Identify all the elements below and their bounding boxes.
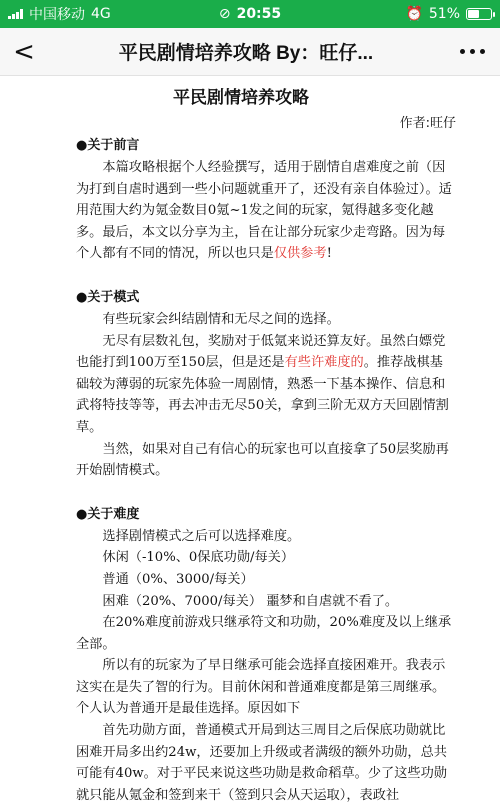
status-center: [219, 6, 281, 22]
status-bar: [0, 0, 500, 28]
document-title: 平民剧情培养攻略: [173, 88, 309, 108]
paragraph-text: 。推荐战棋基础较为薄弱的玩家先体验一周剧情，熟悉一下基本操作、信息和武将特技等等，再去冲击无尽50关，拿到三阶无双方天回剧情割草。: [76, 355, 449, 435]
paragraph: 所以有的玩家为了早日继承可能会选择直接困难开。我表示这实在是失了智的行为。目前休闲和普通难度都是第三周继承。个人认为普通开是最佳选择。原因如下: [76, 658, 446, 717]
carrier-label: 中国移动: [29, 7, 85, 23]
paragraph-text: !: [326, 246, 332, 262]
paragraph: [76, 331, 456, 439]
paragraph: 当然，如果对自己有信心的玩家也可以直接拿了50层奖励再开始剧情模式。: [76, 441, 449, 479]
battery-icon: [466, 8, 492, 20]
highlight-text: 有些许难度的: [284, 355, 364, 371]
more-button[interactable]: [444, 28, 500, 76]
paragraph: 选择剧情模式之后可以选择难度。: [102, 528, 301, 544]
paragraph: 首先功勋方面，普通模式开局到达三周目之后保底功勋就比困难开局多出约24w，还要加上升级或者满级的额外功勋，总共可能有40w。对于平民来说这些功勋是救命稻草。少了这些功勋就只能从氪金和签到来干（签到只会从天运取），表政社: [76, 723, 447, 803]
difficulty-item: 普通（0%、3000/每关）: [102, 571, 254, 587]
author-line: 作者:旺仔: [399, 116, 456, 131]
section-heading: ●关于模式: [76, 289, 140, 305]
status-time: 20:55: [236, 6, 282, 22]
paragraph: [76, 157, 456, 265]
signal-icon: [8, 9, 23, 19]
battery-percent: 51%: [428, 6, 460, 22]
paragraph: 有些玩家会纠结剧情和无尽之间的选择。: [102, 311, 340, 327]
chevron-left-icon: <: [13, 36, 35, 67]
nav-title: 平民剧情培养攻略 By：旺仔...: [118, 43, 374, 64]
paragraph-text: 无尽有层数礼包，奖励对于低氪来说还算友好。虽然白嫖党也能打到100万至150层，但是还是: [76, 333, 446, 371]
article-content: [0, 77, 500, 803]
difficulty-item: 困难（20%、7000/每关） 噩梦和自虐就不看了。: [102, 593, 399, 609]
highlight-text: 仅供参考: [273, 246, 327, 262]
section-preface: [76, 135, 456, 265]
section-heading: ●关于难度: [76, 506, 140, 522]
alarm-icon: ⏰: [405, 6, 423, 22]
status-right: [405, 6, 492, 22]
nav-bar: [0, 28, 500, 76]
link-icon: ⊘: [218, 6, 231, 22]
difficulty-item: 休闲（-10%、0保底功勋/每关）: [102, 550, 295, 566]
paragraph: 在20%难度前游戏只继承符文和功勋，20%难度及以上继承全部。: [76, 615, 452, 652]
status-left: [8, 4, 111, 24]
back-button[interactable]: [0, 28, 48, 76]
network-label: 4G: [91, 6, 111, 22]
section-difficulty: [76, 504, 456, 806]
section-mode: [76, 287, 456, 482]
section-heading: ●关于前言: [76, 138, 140, 153]
paragraph-text: 本篇攻略根据个人经验撰写，适用于剧情自虐难度之前（因为打到自虐时遇到一些小问题就重开了，还没有亲自体验过）。适用范围大约为氪金数目0氪~1发之间的玩家，氪得越多变化越多。最后，本文以分享为主，旨在让部分玩家少走弯路。因为每个人都有不同的情况，所以也只是: [76, 160, 452, 262]
